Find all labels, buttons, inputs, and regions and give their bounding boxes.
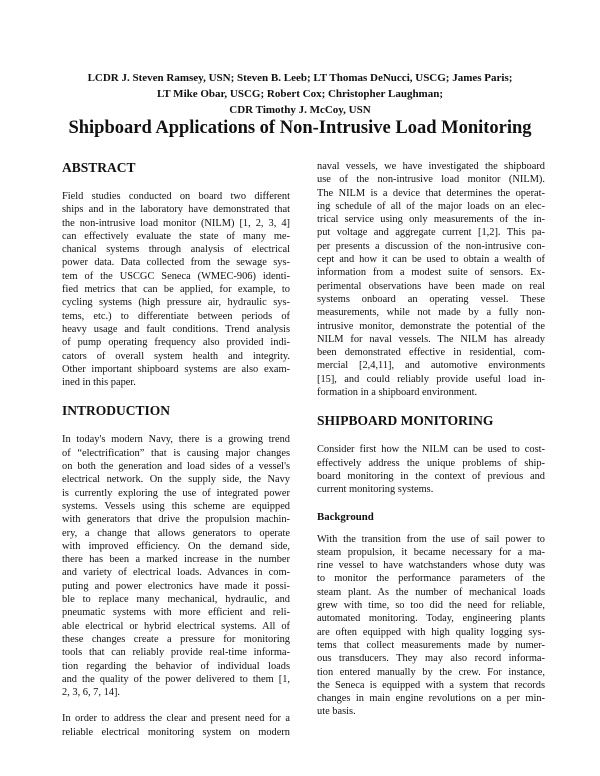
text-line: steam plant. As the number of mechanical loads xyxy=(317,586,545,598)
text-line: The NILM is a device that determines the operat- xyxy=(317,187,545,199)
introduction-paragraph-1 xyxy=(62,433,290,699)
text-line: formation in a shipboard environment. xyxy=(317,387,478,399)
text-line: effectively address the unique problems of ship- xyxy=(317,457,545,469)
text-line: perimental observations have been made on real xyxy=(317,280,545,292)
text-line: ing schedule of all of the major loads on an elec- xyxy=(317,200,545,212)
text-line: ery, a change that allows generators to operate xyxy=(62,527,290,539)
author-line: LT Mike Obar, USCG; Robert Cox; Christopher Laughman; xyxy=(156,88,444,100)
text-line: can effectively evaluate the state of many me- xyxy=(62,230,290,242)
text-line: ships and in the laboratory have demonstrated that xyxy=(62,204,290,216)
text-line: automated monitoring. Today, engineering plants xyxy=(317,613,545,625)
text-line: on both the generation and load sides of a vessel's xyxy=(62,461,290,473)
text-line: In order to address the clear and present need for a xyxy=(62,713,290,725)
paper-title: Shipboard Applications of Non-Intrusive Load Monitoring xyxy=(68,118,532,138)
text-line: steam propulsion, it became necessary for a ma- xyxy=(317,546,545,558)
text-line: tion regarding the behavior of individual loads xyxy=(62,660,290,672)
text-line: per presents a discussion of the non-intrusive con- xyxy=(317,240,545,252)
author-line: CDR Timothy J. McCoy, USN xyxy=(229,104,371,116)
text-line: [15], and could reliably provide useful load in- xyxy=(317,373,545,385)
text-line: these changes create a pressure for monitoring xyxy=(62,633,290,645)
text-line: pneumatic systems with more efficient and reli- xyxy=(62,607,290,619)
text-line: chanical systems through analysis of electrical xyxy=(62,244,290,256)
background-paragraph xyxy=(317,533,545,719)
shipboard-monitoring-paragraph xyxy=(317,443,545,496)
text-line: able electrical or hybrid electrical systems. All of xyxy=(62,620,290,632)
text-line: fied metrics that can be applied, for example, to xyxy=(62,284,290,296)
text-line: naval vessels, we have investigated the shipboard xyxy=(317,161,545,172)
text-line: systems. Vessels using this scheme are equipped xyxy=(62,500,290,512)
text-line: with generators that drive the propulsion machin- xyxy=(62,514,290,526)
text-line: and variety of electrical loads. Advances in com- xyxy=(62,567,290,579)
text-line: puting and power electronics have made it possi- xyxy=(62,580,290,592)
text-line: grew with time, so too did the need for reliable, xyxy=(317,600,545,612)
text-line: and the quality of the power delivered to them [1, xyxy=(62,673,290,685)
text-line: current monitoring systems. xyxy=(317,484,434,496)
text-line: of pump operating frequency also provided indi- xyxy=(62,337,290,349)
text-line: the non-intrusive load monitor (NILM) [1, 2, 3, 4] xyxy=(62,217,290,229)
text-line: Consider first how the NILM can be used to cost- xyxy=(317,444,545,456)
text-line: ute basis. xyxy=(317,706,356,718)
abstract-heading: ABSTRACT xyxy=(62,160,136,175)
author-line: LCDR J. Steven Ramsey, USN; Steven B. Leeb; LT Thomas DeNucci, USCG; James Paris; xyxy=(87,72,513,84)
text-line: mercial [2,4,11], and automotive environments xyxy=(317,360,545,372)
text-line: with improved efficiency. On the demand side, xyxy=(62,540,290,552)
text-line: there has been a marked increase in the number xyxy=(62,554,290,566)
text-line: cept and how it can be used to obtain a wealth of xyxy=(317,254,545,266)
text-line: ble to replace many mechanical, hydraulic, and xyxy=(62,594,290,606)
shipboard-monitoring-heading: SHIPBOARD MONITORING xyxy=(317,413,494,429)
text-line: tools that can reliably provide real-time informa- xyxy=(62,647,290,659)
text-line: tion entered manually by the crew. For instance, xyxy=(317,666,545,678)
text-line: measurements, while not made by a fully non- xyxy=(317,307,545,319)
text-line: With the transition from the use of sail power to xyxy=(317,533,545,545)
text-line: of “electrification” that is causing major changes xyxy=(62,447,290,459)
introduction-heading: INTRODUCTION xyxy=(62,403,171,419)
text-line: electrical network. On the supply side, the Navy xyxy=(62,474,290,486)
text-line: changes in main engine revolutions on a per min- xyxy=(317,693,545,705)
text-line: use of the non-intrusive load monitor (NILM). xyxy=(317,174,545,186)
text-line: NILM for naval vessels. The NILM has already xyxy=(317,333,545,345)
text-line: heavy usage and fault conditions. Trend analysis xyxy=(62,323,290,335)
text-line: reliable electrical monitoring system on modern xyxy=(62,726,290,738)
introduction-continued-paragraph xyxy=(317,160,545,399)
text-line: Field studies conducted on board two different xyxy=(62,191,290,202)
text-line: rine vessel to have watchstanders whose duty was xyxy=(317,560,545,572)
text-line: information from a modest suite of sensors. Ex- xyxy=(317,267,545,279)
text-line: board monitoring in the context of previous and xyxy=(317,470,545,482)
text-line: tems, etc.) to differentiate between periods of xyxy=(62,310,290,322)
right-column xyxy=(317,160,545,732)
text-line: tems that collect measurements made by numer- xyxy=(317,639,545,651)
text-line: power data. Data collected from the sewage sys- xyxy=(62,257,290,269)
text-line: put voltage and aggregate current [1,2]. This pa- xyxy=(317,227,545,239)
text-line: been demonstrated effective in residential, com- xyxy=(317,347,545,359)
text-line: cycling systems (high pressure air, hydraulic sys- xyxy=(62,297,290,309)
author-list xyxy=(30,70,570,118)
text-line: tem of the USCGC Seneca (WMEC-906) identi- xyxy=(62,270,290,282)
text-line: is currently exploring the use of integrated power xyxy=(62,487,290,499)
text-line: to monitor the performance parameters of the xyxy=(317,573,545,585)
background-heading: Background xyxy=(317,510,374,523)
text-line: are often equipped with high quality logging sys- xyxy=(317,626,545,638)
introduction-paragraph-2 xyxy=(62,712,290,739)
left-column xyxy=(62,160,290,752)
text-line: the Seneca is equipped with a system that records xyxy=(317,679,545,691)
abstract-paragraph xyxy=(62,190,290,389)
text-line: In today's modern Navy, there is a growing trend xyxy=(62,434,290,446)
text-line: ined in this paper. xyxy=(62,377,136,389)
text-line: 2, 3, 6, 7, 14]. xyxy=(62,687,121,699)
text-line: trical service using only measurements of the in- xyxy=(317,214,545,226)
text-line: systems onboard an operating vessel. These xyxy=(317,293,545,305)
text-line: Other important shipboard systems are also exam- xyxy=(62,363,290,375)
text-line: intrusive monitor, demonstrate the potential of the xyxy=(317,320,545,332)
text-line: cators of overall system health and integrity. xyxy=(62,350,290,362)
text-line: ous transducers. They may also record informa- xyxy=(317,653,545,665)
